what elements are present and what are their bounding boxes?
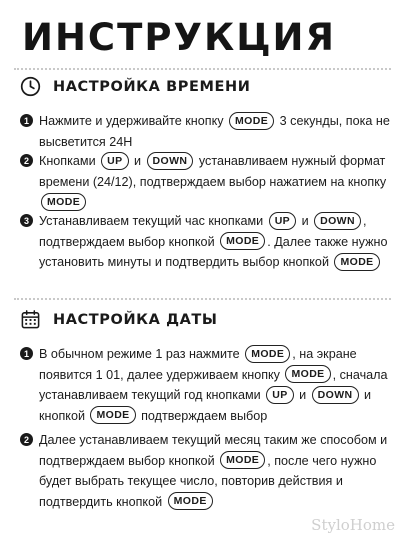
mode-button-label: MODE: [220, 232, 265, 250]
step-number: 2: [20, 433, 33, 446]
section-time-header: [20, 76, 251, 97]
up-button-label: UP: [269, 212, 296, 230]
watermark: StyloHome: [311, 516, 395, 534]
section-time-title: НАСТРОЙКА ВРЕМЕНИ: [53, 78, 251, 95]
down-button-label: DOWN: [147, 152, 194, 170]
page-title: ИНСТРУКЦИЯ: [22, 16, 336, 59]
step-text: Устанавливаем текущий час кнопками UP и DOWN , подтверждаем выбор кнопкой MODE . Далее также нужно установить минуты и подтвердить выбор кнопкой MODE: [39, 211, 392, 273]
time-step-1: [20, 111, 392, 152]
section-date-title: НАСТРОЙКА ДАТЫ: [53, 311, 218, 328]
step-number: 1: [20, 114, 33, 127]
down-button-label: DOWN: [314, 212, 361, 230]
step-text: Далее устанавливаем текущий месяц таким же способом и подтверждаем выбор кнопкой MODE , после чего нужно будет выбрать текущее число, повторив действия и подтвердить кнопкой MODE: [39, 433, 388, 509]
up-button-label: UP: [101, 152, 128, 170]
mode-button-label: MODE: [220, 451, 265, 469]
section-date-header: [20, 309, 218, 330]
step-number: 2: [20, 154, 33, 167]
step-text: Кнопками UP и DOWN устанавливаем нужный формат времени (24/12), подтверждаем выбор нажатием на кнопку MODE: [39, 151, 392, 213]
down-button-label: DOWN: [312, 386, 359, 404]
divider: [14, 68, 391, 71]
mode-button-label: MODE: [41, 193, 86, 211]
mode-button-label: MODE: [334, 253, 379, 271]
time-step-3: [20, 211, 392, 273]
calendar-icon: [20, 309, 41, 330]
up-button-label: UP: [266, 386, 293, 404]
step-number: 1: [20, 347, 33, 360]
clock-icon: [20, 76, 41, 97]
step-text: Нажмите и удерживайте кнопку MODE 3 секунды, пока не высветится 24H: [39, 111, 392, 152]
time-step-2: [20, 151, 392, 213]
step-number: 3: [20, 214, 33, 227]
mode-button-label: MODE: [285, 365, 330, 383]
mode-button-label: MODE: [90, 406, 135, 424]
date-step-2: [20, 430, 392, 512]
mode-button-label: MODE: [245, 345, 290, 363]
step-text: В обычном режиме 1 раз нажмите MODE , на экране появится 1 01, далее удерживаем кнопку MODE , сначала устанавливаем текущий год кнопками UP и DOWN и кнопкой MODE подтверждаем выбор: [39, 344, 392, 426]
mode-button-label: MODE: [229, 112, 274, 130]
divider: [14, 298, 391, 301]
mode-button-label: MODE: [168, 492, 213, 510]
date-step-1: [20, 344, 392, 426]
